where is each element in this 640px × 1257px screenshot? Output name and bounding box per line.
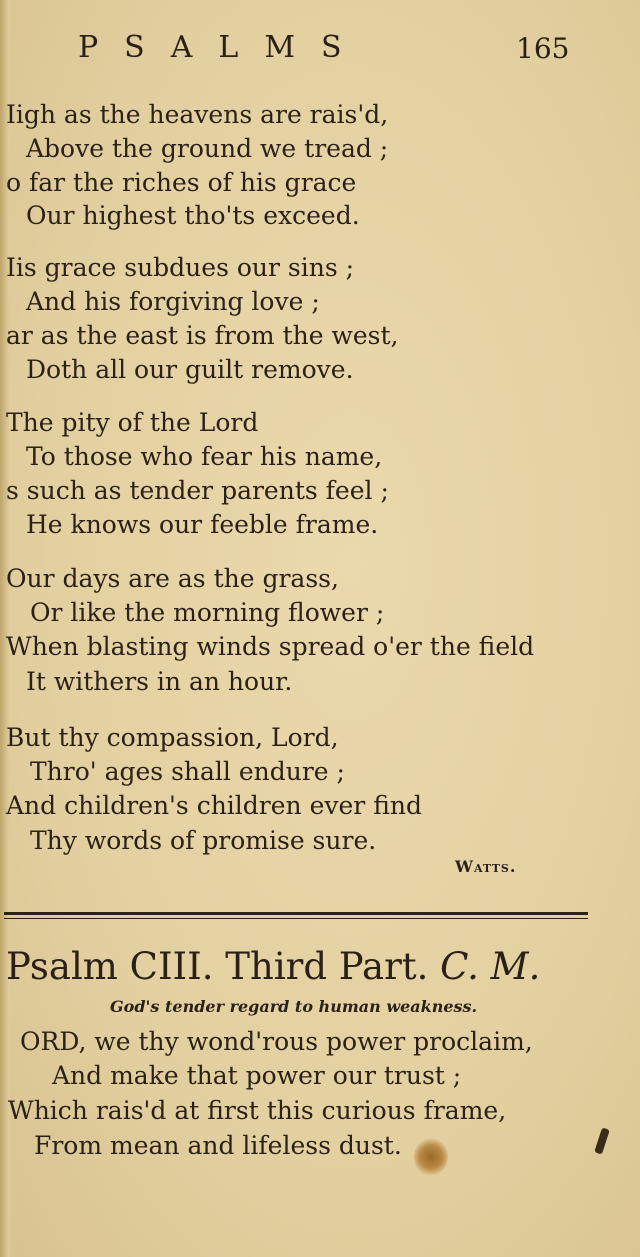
running-head: PSALMS: [78, 30, 368, 65]
verse-line: Which rais'd at first this curious frame,: [8, 1096, 507, 1125]
verse-line: o far the riches of his grace: [6, 168, 357, 197]
margin-mark: [594, 1127, 610, 1154]
verse-line: The pity of the Lord: [6, 408, 259, 437]
psalm-title: Psalm CIII. Third Part.: [6, 945, 429, 988]
verse-line: And his forgiving love ;: [26, 287, 320, 316]
verse-line: Thro' ages shall endure ;: [30, 757, 345, 786]
verse-line: Doth all our guilt remove.: [26, 355, 354, 384]
psalm-meter: C. M.: [440, 945, 541, 988]
verse-line: He knows our feeble frame.: [26, 510, 379, 539]
ink-stain: [414, 1138, 448, 1176]
verse-line: Thy words of promise sure.: [30, 826, 377, 855]
psalm-subtitle: God's tender regard to human weakness.: [110, 997, 478, 1016]
verse-line: Our days are as the grass,: [6, 564, 339, 593]
verse-line: And children's children ever find: [6, 791, 422, 820]
verse-line: From mean and lifeless dust.: [34, 1131, 402, 1160]
attribution: Watts.: [455, 857, 517, 876]
verse-line: s such as tender parents feel ;: [6, 476, 389, 505]
verse-line: It withers in an hour.: [26, 667, 293, 696]
verse-line: Iigh as the heavens are rais'd,: [6, 100, 389, 129]
verse-line: ORD, we thy wond'rous power proclaim,: [20, 1027, 533, 1056]
verse-line: When blasting winds spread o'er the field: [6, 632, 535, 661]
verse-line: And make that power our trust ;: [52, 1061, 462, 1090]
section-rule: [4, 912, 588, 922]
verse-line: But thy compassion, Lord,: [6, 723, 339, 752]
verse-line: Our highest tho'ts exceed.: [26, 201, 360, 230]
verse-line: Or like the morning flower ;: [30, 598, 385, 627]
verse-line: ar as the east is from the west,: [6, 321, 399, 350]
verse-line: Above the ground we tread ;: [26, 134, 389, 163]
rule-thick: [4, 912, 588, 915]
psalm-heading: [6, 945, 540, 988]
verse-line: To those who fear his name,: [26, 442, 383, 471]
page-number: 165: [516, 32, 570, 65]
rule-thin: [4, 918, 588, 919]
verse-line: Iis grace subdues our sins ;: [6, 253, 355, 282]
